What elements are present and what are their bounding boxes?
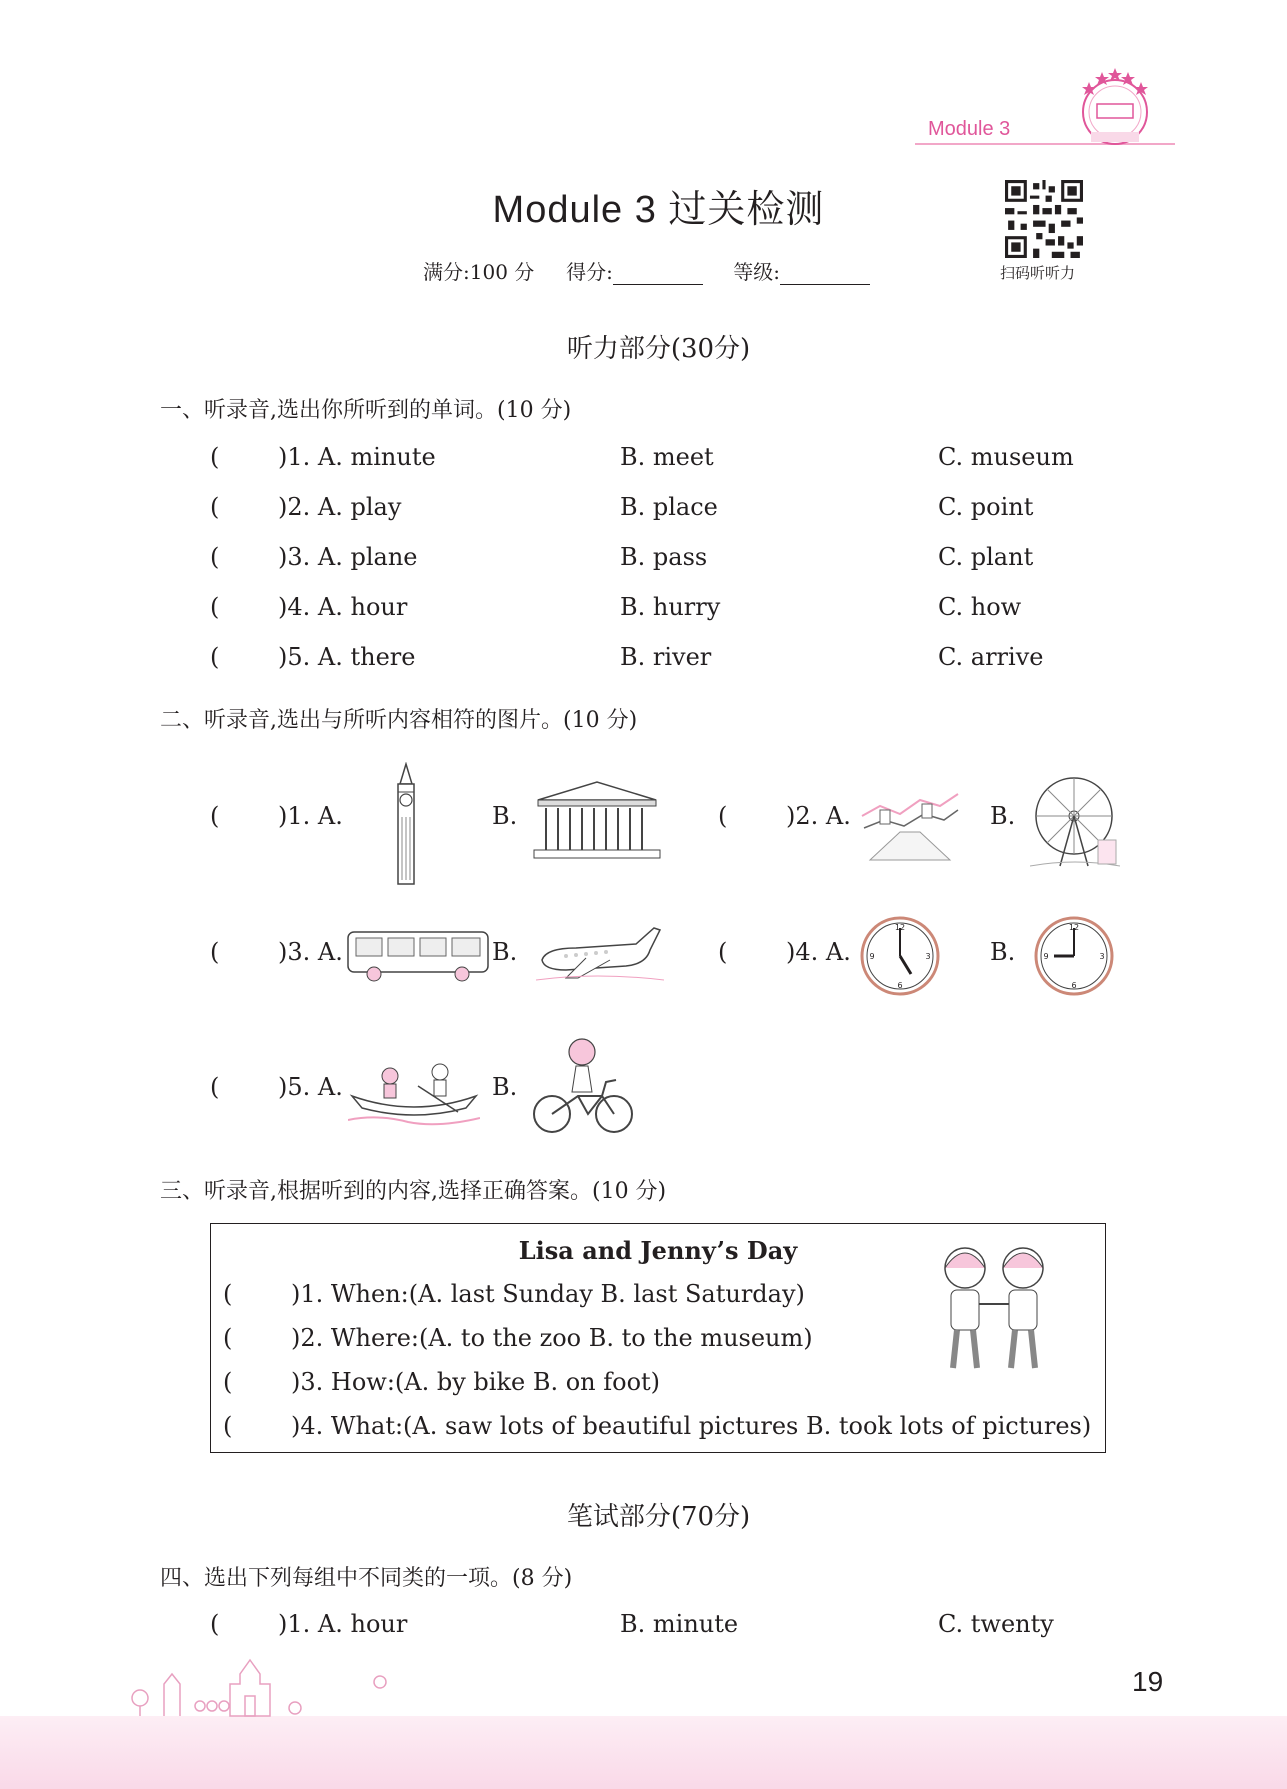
module-tag: Module 3 — [928, 118, 1011, 140]
part4-heading: 四、选出下列每组中不同类的一项。(8 分) — [160, 1566, 573, 1591]
answer-paren[interactable]: ( — [210, 643, 220, 671]
question-text: )4. What:(A. saw lots of beautiful pictures B. took lots of pictures) — [291, 1412, 1092, 1440]
option-c: C. how — [938, 593, 1022, 621]
answer-paren[interactable]: ( — [210, 802, 220, 830]
score-label: 得分: — [566, 260, 613, 284]
option-b-label: B. — [990, 802, 1016, 830]
london-eye-icon[interactable] — [1030, 770, 1120, 874]
answer-paren[interactable]: ( — [210, 593, 220, 621]
qr-code-icon[interactable] — [1005, 180, 1083, 258]
option-b: B. hurry — [620, 593, 721, 621]
answer-paren[interactable]: ( — [223, 1280, 233, 1308]
option-c: C. arrive — [938, 643, 1044, 671]
option-b: B. meet — [620, 443, 714, 471]
option-a: )1. A. hour — [278, 1610, 408, 1638]
option-b: B. river — [620, 643, 712, 671]
grade-label: 等级: — [733, 260, 780, 284]
score-line — [0, 256, 1287, 285]
museum-icon[interactable] — [532, 778, 662, 860]
option-b: B. minute — [620, 1610, 739, 1638]
option-a-label: )3. A. — [278, 938, 343, 966]
option-b-label: B. — [492, 938, 518, 966]
option-a: )4. A. hour — [278, 593, 408, 621]
option-b-label: B. — [990, 938, 1016, 966]
option-a-label: )5. A. — [278, 1073, 343, 1101]
svg-text:3: 3 — [1099, 952, 1105, 961]
question-text: )2. Where:(A. to the zoo B. to the museum) — [291, 1324, 813, 1352]
option-a: )2. A. play — [278, 493, 402, 521]
plane-icon[interactable] — [536, 920, 664, 986]
publisher-logo-icon — [1075, 62, 1155, 152]
dialogue-box — [210, 1223, 1106, 1453]
answer-paren[interactable]: ( — [223, 1412, 233, 1440]
svg-text:12: 12 — [894, 923, 906, 932]
answer-paren[interactable]: ( — [223, 1324, 233, 1352]
castle-decoration-icon — [120, 1648, 400, 1718]
question-text: )1. When:(A. last Sunday B. last Saturday) — [291, 1280, 805, 1308]
svg-text:6: 6 — [897, 981, 903, 990]
clock-five-icon[interactable] — [858, 914, 942, 998]
answer-paren[interactable]: ( — [210, 1073, 220, 1101]
option-a: )1. A. minute — [278, 443, 436, 471]
answer-paren[interactable]: ( — [718, 938, 728, 966]
page-title: Module 3 过关检测 — [492, 189, 825, 231]
option-c: C. museum — [938, 443, 1074, 471]
part1-row — [210, 543, 1110, 573]
part1-row — [210, 493, 1110, 523]
option-c: C. plant — [938, 543, 1034, 571]
answer-paren[interactable]: ( — [210, 543, 220, 571]
footer-band — [0, 1716, 1287, 1789]
option-a: )5. A. there — [278, 643, 416, 671]
part1-heading: 一、听录音,选出你所听到的单词。(10 分) — [160, 398, 572, 423]
part1-row — [210, 643, 1110, 673]
question-text: )3. How:(A. by bike B. on foot) — [291, 1368, 661, 1396]
bike-icon[interactable] — [532, 1036, 636, 1136]
listening-section-title: 听力部分(30分) — [566, 334, 751, 364]
svg-text:12: 12 — [1068, 923, 1080, 932]
svg-text:9: 9 — [1043, 952, 1049, 961]
option-a-label: )1. A. — [278, 802, 343, 830]
page-number: 19 — [1132, 1666, 1164, 1697]
answer-paren[interactable]: ( — [210, 1610, 220, 1638]
option-b-label: B. — [492, 802, 518, 830]
full-score: 满分:100 分 — [423, 260, 535, 284]
option-b: B. pass — [620, 543, 708, 571]
qr-label: 扫码听听力 — [1000, 264, 1076, 282]
option-a-label: )2. A. — [786, 802, 851, 830]
writing-section-title: 笔试部分(70分) — [566, 1502, 751, 1532]
part1-row — [210, 593, 1110, 623]
box-title: Lisa and Jenny’s Day — [518, 1236, 798, 1265]
clock-nine-icon[interactable] — [1032, 914, 1116, 998]
bus-icon[interactable] — [344, 928, 492, 984]
answer-paren[interactable]: ( — [223, 1368, 233, 1396]
answer-paren[interactable]: ( — [210, 493, 220, 521]
option-c: C. twenty — [938, 1610, 1054, 1638]
option-c: C. point — [938, 493, 1034, 521]
score-blank[interactable] — [613, 264, 703, 285]
answer-paren[interactable]: ( — [210, 938, 220, 966]
option-a-label: )4. A. — [786, 938, 851, 966]
answer-paren[interactable]: ( — [210, 443, 220, 471]
svg-text:6: 6 — [1071, 981, 1077, 990]
option-a: )3. A. plane — [278, 543, 418, 571]
svg-text:3: 3 — [925, 952, 931, 961]
big-ben-icon[interactable] — [388, 762, 424, 886]
part4-row — [210, 1610, 1110, 1640]
two-girls-illustration-icon — [923, 1238, 1073, 1378]
great-wall-icon[interactable] — [860, 776, 960, 862]
grade-blank[interactable] — [780, 264, 870, 285]
answer-paren[interactable]: ( — [718, 802, 728, 830]
part3-heading: 三、听录音,根据听到的内容,选择正确答案。(10 分) — [160, 1179, 667, 1204]
option-b-label: B. — [492, 1073, 518, 1101]
boat-icon[interactable] — [348, 1052, 480, 1128]
option-b: B. place — [620, 493, 718, 521]
part2-heading: 二、听录音,选出与所听内容相符的图片。(10 分) — [160, 708, 638, 733]
part1-row — [210, 443, 1110, 473]
svg-text:9: 9 — [869, 952, 875, 961]
